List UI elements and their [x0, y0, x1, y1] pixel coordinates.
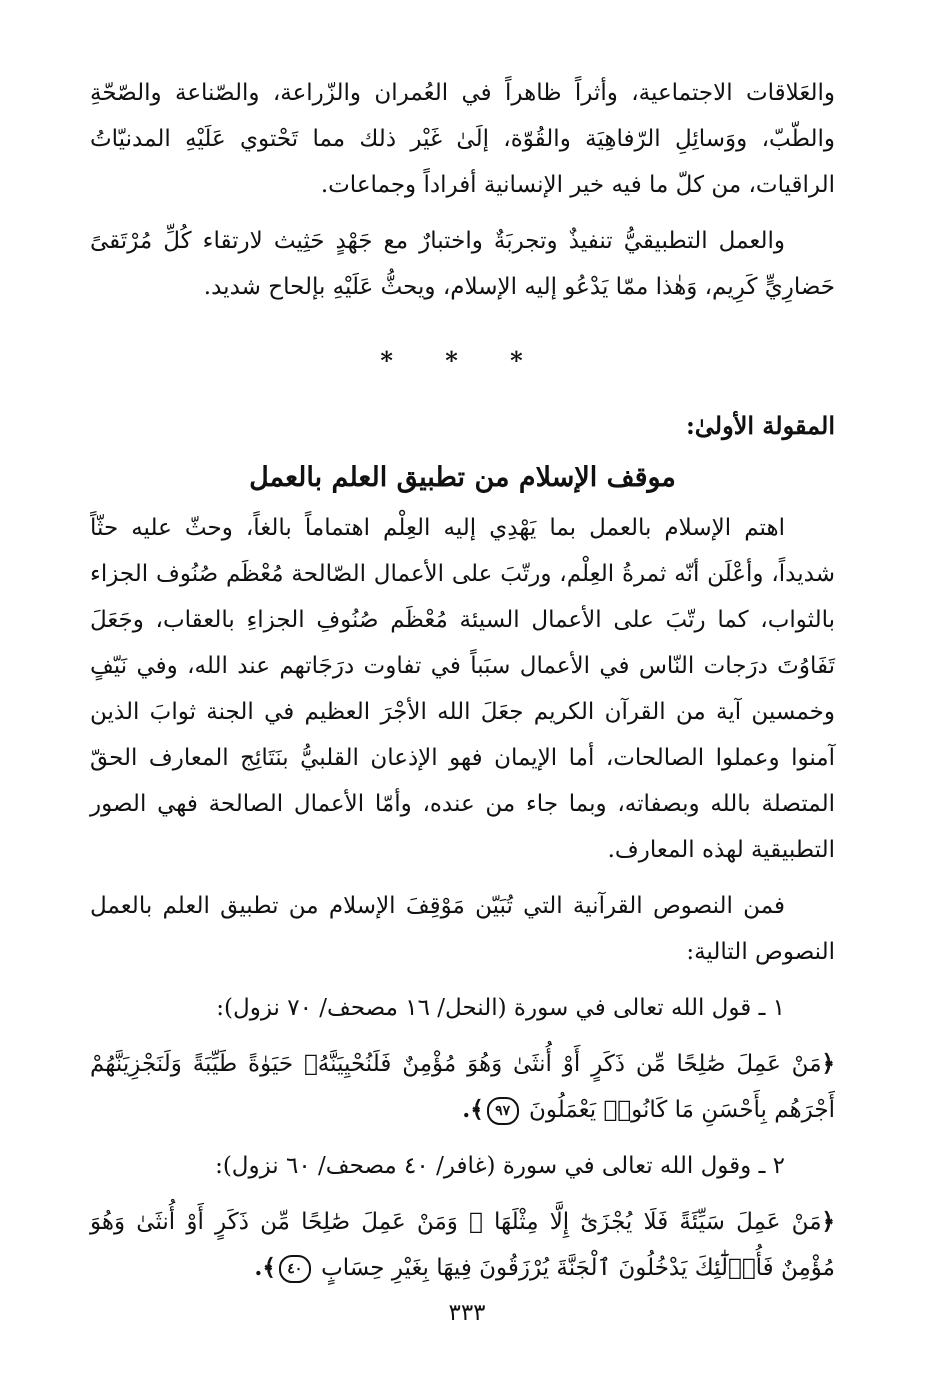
section-separator: * * *: [380, 346, 545, 375]
section-title: موقف الإسلام من تطبيق العلم بالعمل: [249, 462, 676, 493]
verse-number-badge: ٩٧: [487, 1097, 519, 1125]
verse-heading-1: ١ ـ قول الله تعالى في سورة (النحل/ ١٦ مصحف/ ٧٠ نزول):: [216, 995, 785, 1021]
intro-paragraph-2: والعمل التطبيقيُّ تنفيذٌ وتجربَةٌ واختبارٌ مع جَهْدٍ حَثِيث لارتقاء كُلِّ مُرْتَقىً حَضارِيٍّ كَرِيم، وَهٰذا ممّا يَدْعُو إليه الإسلام، ويحثُّ عَلَيْهِ بإلحاح شديد.: [90, 228, 835, 300]
quran-verse-2: [90, 1199, 835, 1291]
verse-close-bracket: ﴾.: [254, 1254, 276, 1281]
verse-text: مَنْ عَمِلَ صَٰلِحًا مِّن ذَكَرٍ أَوْ أُنثَىٰ وَهُوَ مُؤْمِنٌ فَلَنُحْيِيَنَّهُۥ حَيَوٰةً طَيِّبَةً وَلَنَجْزِيَنَّهُمْ أَجْرَهُم بِأَحْسَنِ مَا كَانُوا۟ يَعْمَلُونَ: [90, 1051, 835, 1123]
verse-close-bracket: ﴾.: [462, 1096, 484, 1123]
section-paragraph-2: فمن النصوص القرآنية التي تُبَيّن مَوْقِفَ الإسلام من تطبيق العلم بالعمل النصوص التالية:: [90, 893, 835, 965]
page-number: ٣٣٣: [448, 1300, 486, 1326]
verse-heading-2: ٢ ـ وقول الله تعالى في سورة (غافر/ ٤٠ مصحف/ ٦٠ نزول):: [215, 1153, 785, 1179]
verse-open-bracket: ﴿: [821, 1050, 835, 1077]
section-paragraph-1: اهتم الإسلام بالعمل بما يَهْدِي إليه العِلْم اهتماماً بالغاً، وحثّ عليه حثّاً شديداً، وأعْلَن أنّه ثمرةُ العِلْم، ورتّبَ على الأعمال الصّالحة مُعْظَم صُنُوف الجزاء بالثواب، كما رتّبَ على الأعمال السيئة مُعْظَم صُنُوفِ الجزاءِ بالعقاب، وجَعَلَ تَفَاوُتَ درَجات النّاس في الأعمال سبَباً في تفاوت درَجَاتهم عند الله، وفي نَيّفٍ وخمسين آية من القرآن الكريم جعَلَ الله الأجْرَ العظيم في الجنة ثوابَ الذين آمنوا وعملوا الصالحات، أما الإيمان فهو الإذعان القلبيُّ بنَتَائِج المعارف الحقّ المتصلة بالله وبصفاته، وبما جاء من عنده، وأمّا الأعمال الصالحة فهي الصور التطبيقية لهذه المعارف.: [90, 515, 835, 863]
intro-paragraph-1: والعَلاقات الاجتماعية، وأثراً ظاهراً في العُمران والزّراعة، والصّناعة والصّحّةِ والطّبّ، ووَسائِلِ الرّفاهِيَة والقُوّة، إلَىٰ غَيْر ذلك مما تَحْتوي عَلَيْهِ المدنيّاتُ الراقيات، من كلّ ما فيه خير الإنسانية أفراداً وجماعات.: [90, 80, 835, 198]
verse-open-bracket: ﴿: [821, 1208, 835, 1235]
verse-text: مَنْ عَمِلَ سَيِّئَةً فَلَا يُجْزَىٰٓ إِلَّا مِثْلَهَا ۖ وَمَنْ عَمِلَ صَٰلِحًا مِّن ذَكَرٍ أَوْ أُنثَىٰ وَهُوَ مُؤْمِنٌ فَأُو۟لَٰٓئِكَ يَدْخُلُونَ ٱلْجَنَّةَ يُرْزَقُونَ فِيهَا بِغَيْرِ حِسَابٍ: [90, 1209, 835, 1281]
verse-number-badge: ٤٠: [279, 1255, 311, 1283]
quran-verse-1: [90, 1041, 835, 1133]
page-body: [90, 70, 835, 1360]
section-label: المقولة الأولىٰ:: [685, 411, 835, 440]
